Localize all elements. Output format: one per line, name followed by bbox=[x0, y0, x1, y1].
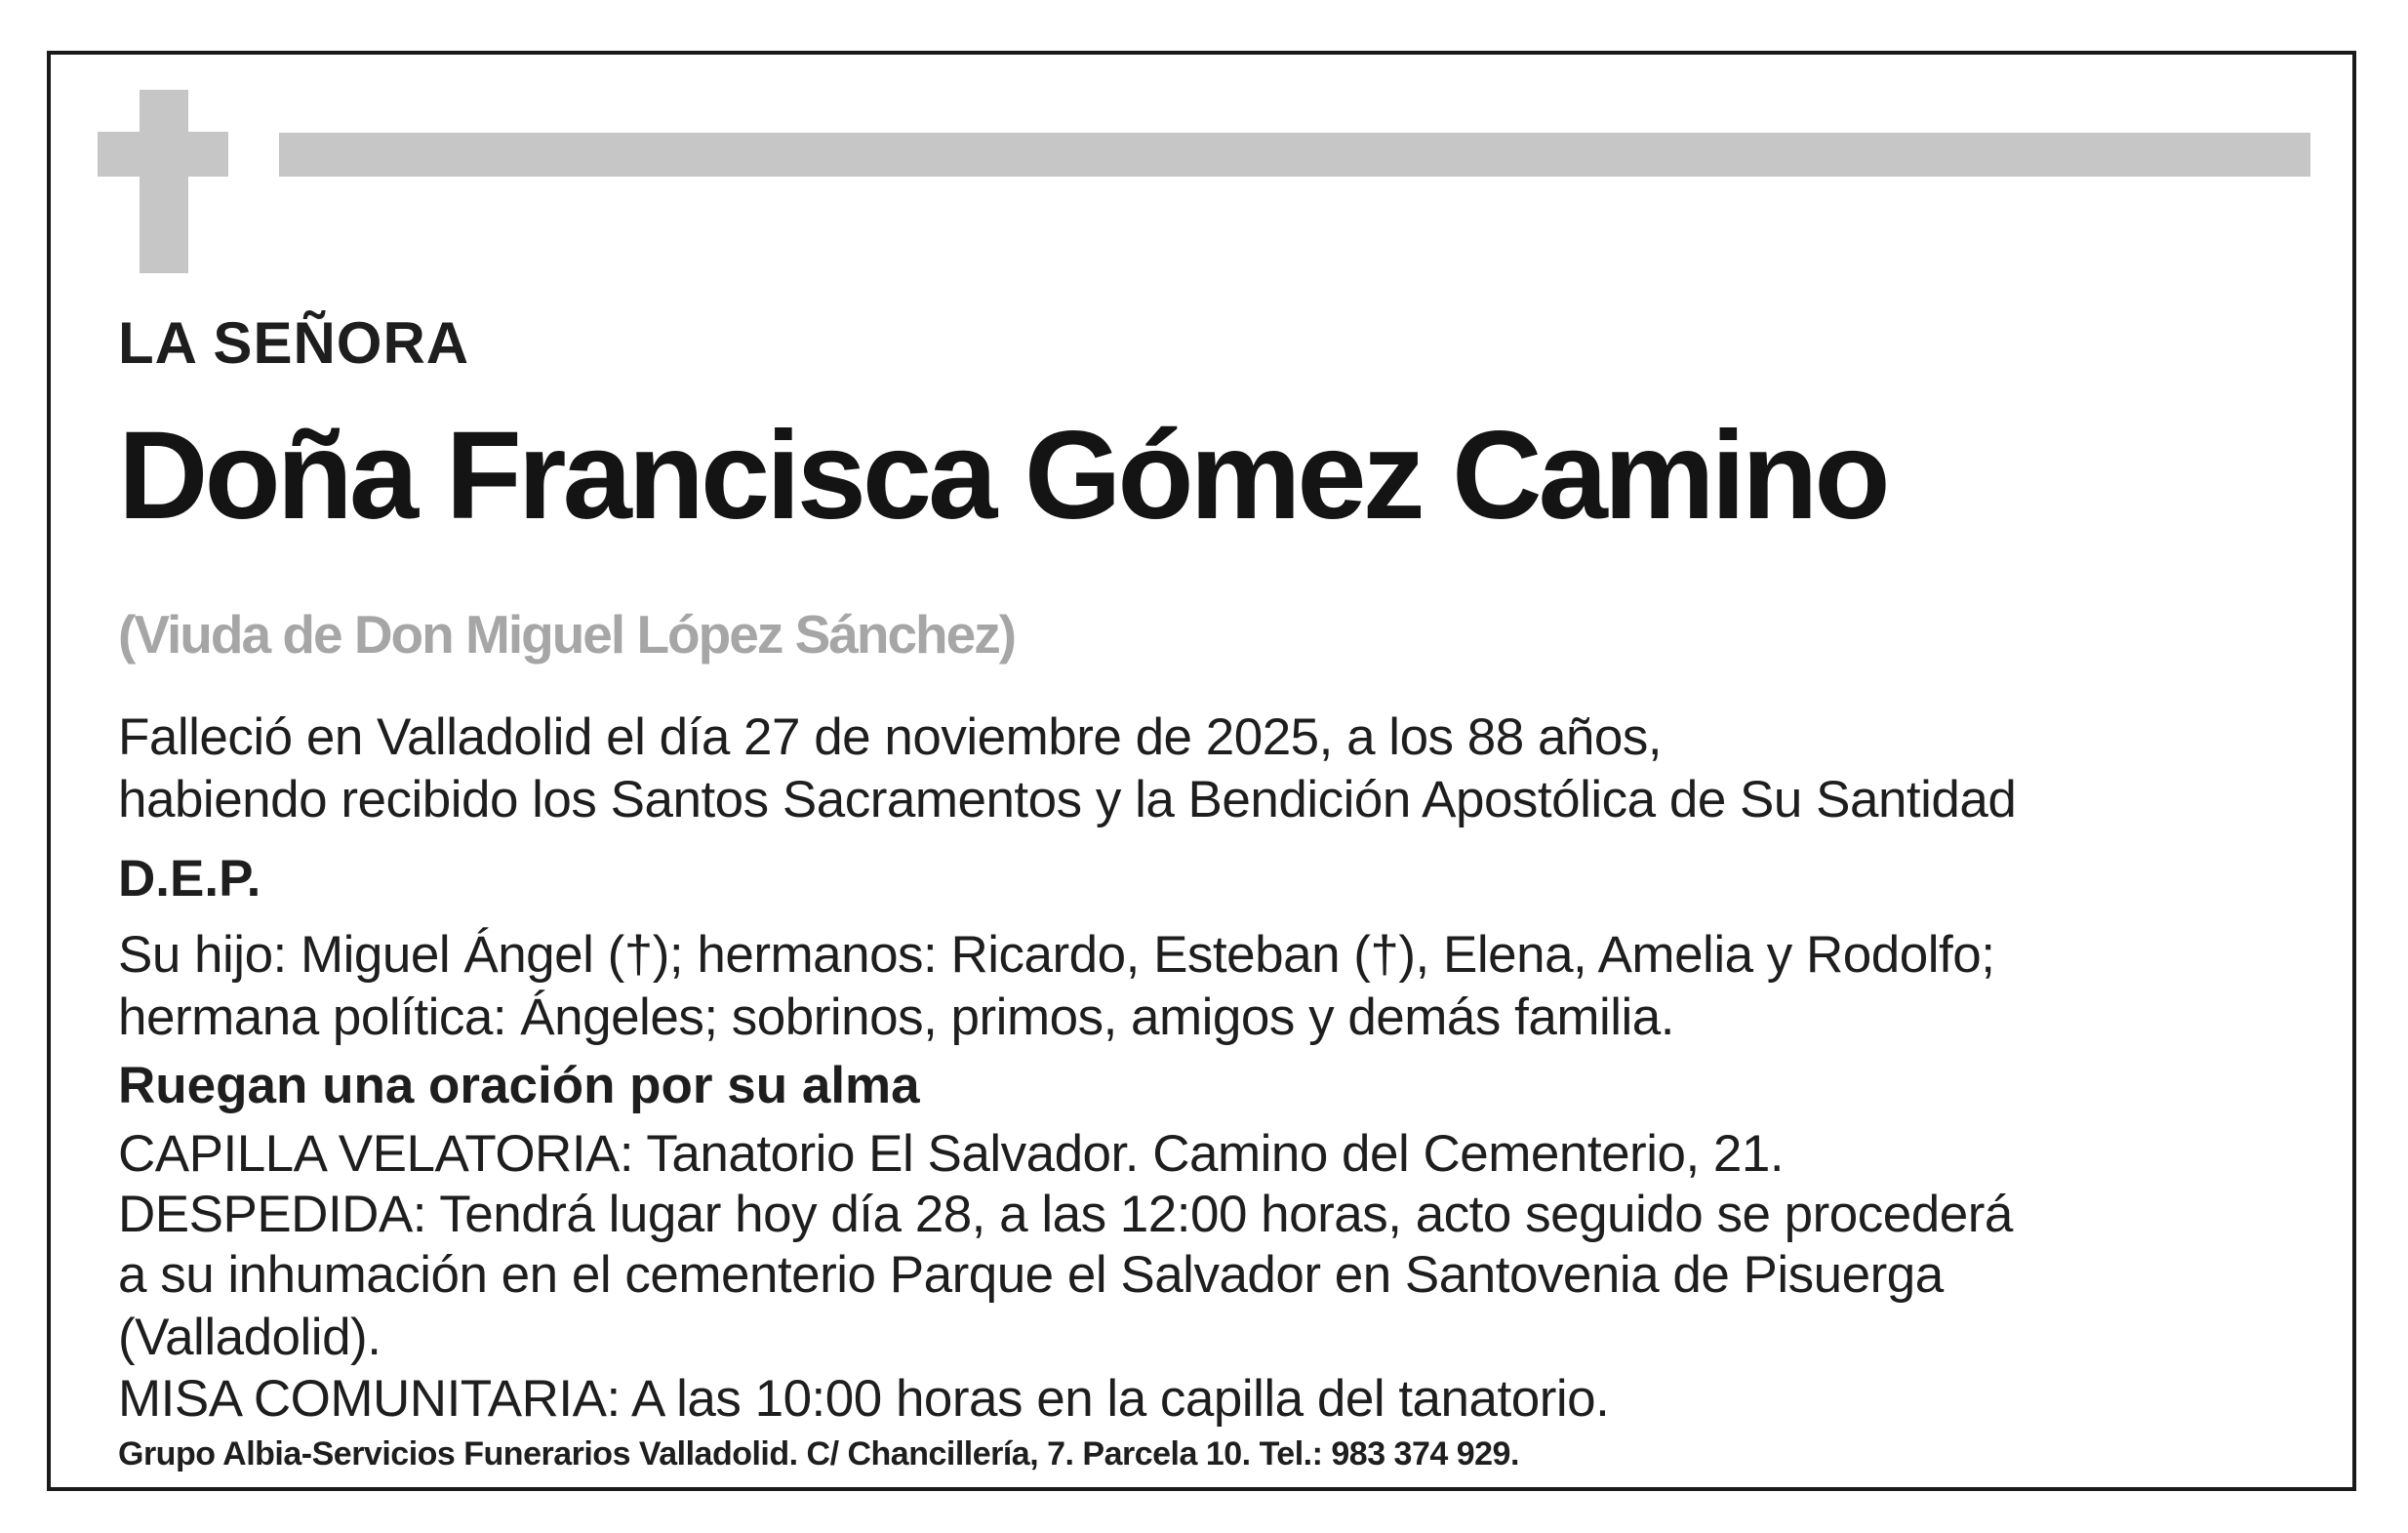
service-line-3: a su inhumación en el cementerio Parque el Salvador en Santovenia de Pisuerga bbox=[118, 1246, 1944, 1304]
prayer-request: Ruegan una oración por su alma bbox=[118, 1057, 920, 1114]
service-line-2: DESPEDIDA: Tendrá lugar hoy día 28, a las 12:00 horas, acto seguido se procederá bbox=[118, 1186, 2013, 1243]
widow-of: (Viuda de Don Miguel López Sánchez) bbox=[118, 604, 1016, 665]
funeral-home-footer: Grupo Albia-Servicios Funerarios Valladolid. C/ Chancillería, 7. Parcela 10. Tel.: 983 374 929. bbox=[118, 1435, 1519, 1472]
family-line-2: hermana política: Ángeles; sobrinos, primos, amigos y demás familia. bbox=[118, 988, 1674, 1046]
death-line-1: Falleció en Valladolid el día 27 de noviembre de 2025, a los 88 años, bbox=[118, 708, 1663, 766]
header-divider-bar bbox=[279, 133, 2310, 177]
family-line-1: Su hijo: Miguel Ángel (†); hermanos: Ricardo, Esteban (†), Elena, Amelia y Rodolfo; bbox=[118, 926, 1995, 984]
cross-horizontal-beam bbox=[98, 132, 228, 177]
service-line-4: (Valladolid). bbox=[118, 1309, 381, 1366]
cross-vertical-beam bbox=[140, 90, 188, 273]
service-line-1: CAPILLA VELATORIA: Tanatorio El Salvador. Camino del Cementerio, 21. bbox=[118, 1125, 1785, 1183]
deceased-name: Doña Francisca Gómez Camino bbox=[118, 406, 1887, 545]
honorific: LA SEÑORA bbox=[118, 310, 470, 376]
death-line-2: habiendo recibido los Santos Sacramentos y la Bendición Apostólica de Su Santidad bbox=[118, 771, 2017, 828]
service-line-5: MISA COMUNITARIA: A las 10:00 horas en la capilla del tanatorio. bbox=[118, 1370, 1610, 1428]
rip-label: D.E.P. bbox=[118, 850, 261, 908]
